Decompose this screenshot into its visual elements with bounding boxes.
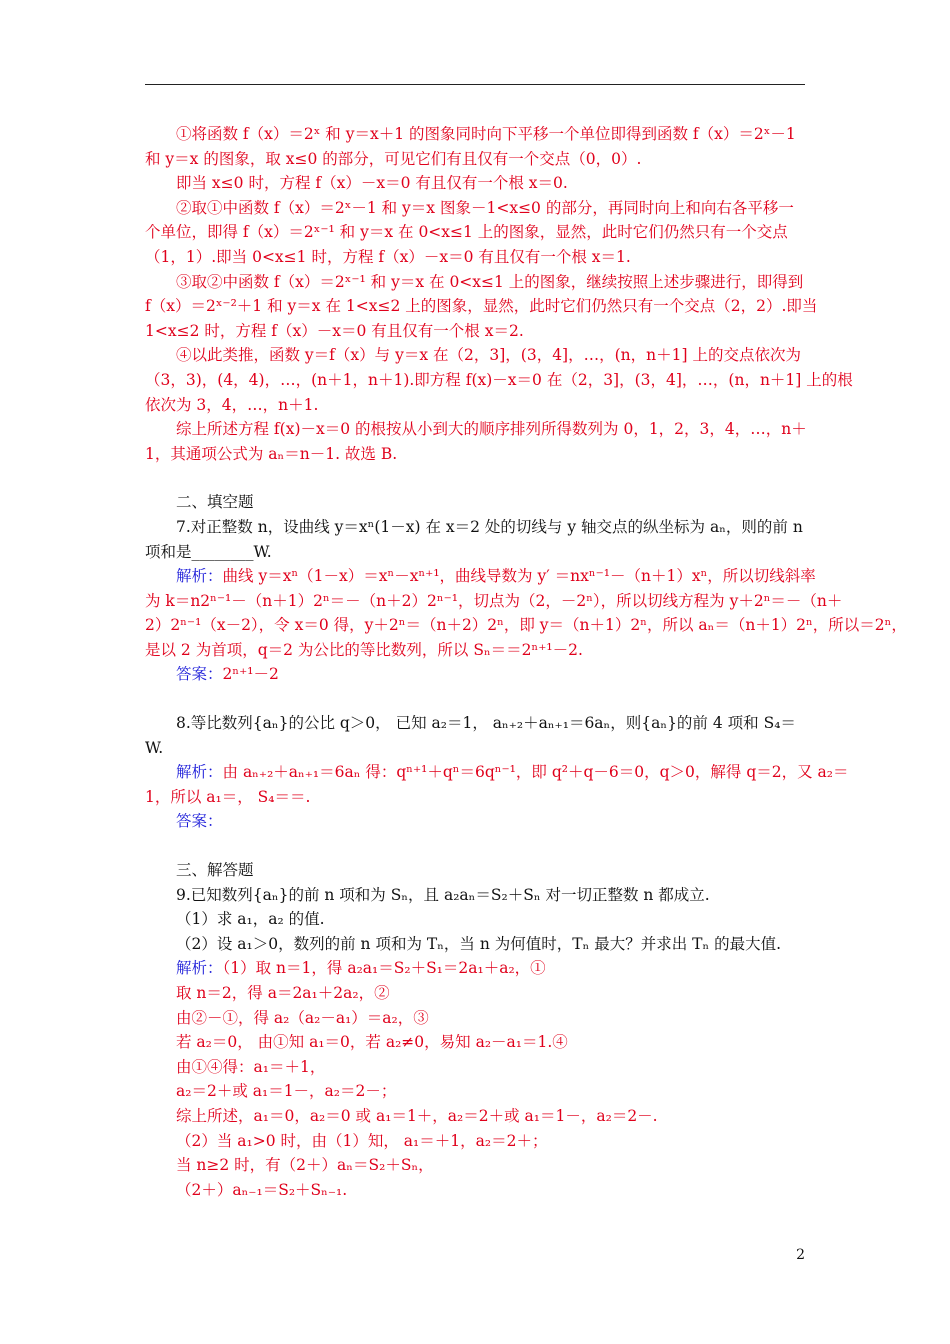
question-line: 项和是________W. [145,542,272,561]
solution-line: a₂＝2＋或 a₁＝1－，a₂＝2－； [176,1082,397,1101]
solution-text: 由 aₙ₊₂＋aₙ₊₁＝6aₙ 得：qⁿ⁺¹＋qⁿ＝6qⁿ⁻¹，即 q²＋q－6＝0，q＞0，解得 q＝2，又 a₂＝ [222,763,849,782]
solution-line: 1，其通项公式为 aₙ＝n－1. 故选 B. [145,444,398,463]
solution-line [145,564,816,589]
question-line: 9.已知数列{aₙ}的前 n 项和为 Sₙ，且 a₂aₙ＝S₂＋Sₙ 对一切正整数 n 都成立. [176,885,710,904]
question-line: W. [145,738,164,757]
answer-line [145,809,807,834]
solution-line: 若 a₂＝0， 由①知 a₁＝0，若 a₂≠0，易知 a₂－a₁＝1.④ [176,1033,568,1052]
solution-line: （3，3)，(4，4)，…，(n＋1，n＋1).即方程 f(x)－x＝0 在（2，3]，(3，4]，…，(n，n＋1] 上的根 [145,370,853,389]
solution-line [145,760,849,785]
part1-solution-block [145,122,853,466]
spacer [145,466,807,490]
solution-line: ①将函数 f（x）＝2ˣ 和 y＝x＋1 的图象同时向下平移一个单位即得到函数 f（x）＝2ˣ－1 [176,125,796,143]
solution-line: 是以 2 为首项，q＝2 为公比的等比数列，所以 Sₙ＝＝2ⁿ⁺¹－2. [145,640,583,659]
question-line: 7.对正整数 n，设曲线 y＝xⁿ(1－x) 在 x＝2 处的切线与 y 轴交点的纵坐标为 aₙ，则的前 n [176,517,803,536]
solution-line: ②取①中函数 f（x）＝2ˣ－1 和 y＝x 图象－1<x≤0 的部分，再同时向上和向右各平移一 [176,198,794,217]
solution-line: 综上所述，a₁＝0，a₂＝0 或 a₁＝1＋，a₂＝2＋或 a₁＝1－，a₂＝2－. [176,1106,658,1125]
answer-label: 答案： [176,812,223,831]
question-8 [145,711,849,834]
answer-text: 2ⁿ⁺¹－2 [222,665,279,684]
solution-line: 由②－①，得 a₂（a₂－a₁）＝a₂，③ [176,1008,429,1027]
page-number: 2 [796,1247,805,1263]
solution-line: 和 y＝x 的图象，取 x≤0 的部分，可见它们有且仅有一个交点（0，0）. [145,149,642,168]
question-line: （2）设 a₁＞0，数列的前 n 项和为 Tₙ，当 n 为何值时，Tₙ 最大？并求出 Tₙ 的最大值. [176,934,782,953]
solution-line [145,956,807,981]
solution-label: 解析： [176,763,223,782]
spacer [145,687,807,711]
answer-line [145,662,807,687]
solution-line: （2＋）aₙ₋₁＝S₂＋Sₙ₋₁. [176,1180,348,1199]
solution-line: 个单位，即得 f（x）＝2ˣ⁻¹ 和 y＝x 在 0<x≤1 上的图象，显然，此时它们仍然只有一个交点 [145,223,788,242]
solution-line: ④以此类推，函数 y＝f（x）与 y＝x 在（2，3]，(3，4]，…，(n，n＋1] 上的交点依次为 [176,346,801,365]
solution-line: 1<x≤2 时，方程 f（x）－x＝0 有且仅有一个根 x＝2. [145,321,524,340]
question-7 [145,515,907,687]
solution-line: 由①④得：a₁＝＋1， [176,1057,326,1076]
solution-line: f（x）＝2ˣ⁻²＋1 和 y＝x 在 1<x≤2 上的图象，显然，此时它们仍然只有一个交点（2，2）.即当 [145,297,818,316]
solution-line: 依次为 3，4，…，n＋1. [145,395,319,414]
solution-line: ③取②中函数 f（x）＝2ˣ⁻¹ 和 y＝x 在 0<x≤1 上的图象，继续按照上述步骤进行，即得到 [176,272,804,291]
solution-line: 当 n≥2 时，有（2＋）aₙ＝S₂＋Sₙ， [176,1156,434,1175]
question-line: （1）求 a₁，a₂ 的值. [176,910,325,929]
solution-line: 2）2ⁿ⁻¹（x－2），令 x＝0 得，y＋2ⁿ＝（n＋2）2ⁿ，即 y＝（n＋1）2ⁿ，所以 aₙ＝（n＋1）2ⁿ，所以＝2ⁿ， [145,616,907,635]
solution-label: 解析： [176,567,223,586]
solution-text: （1）取 n＝1，得 a₂a₁＝S₂＋S₁＝2a₁＋a₂，① [222,959,546,978]
solution-line: （1，1）.即当 0<x≤1 时，方程 f（x）－x＝0 有且仅有一个根 x＝1. [145,247,631,266]
solution-label: 解析： [176,959,223,978]
header-rule [145,84,805,85]
answer-label: 答案： [176,665,223,684]
solution-line: 取 n＝2，得 a＝2a₁＋2a₂，② [176,984,390,1002]
solution-line: 为 k＝n2ⁿ⁻¹－（n＋1）2ⁿ＝－（n＋2）2ⁿ⁻¹，切点为（2，－2ⁿ），所以切线方程为 y＋2ⁿ＝－（n＋ [145,591,843,610]
page-content [145,122,907,1202]
solution-line: 综上所述方程 f(x)－x＝0 的根按从小到大的顺序排列所得数列为 0，1，2，3，4，…，n＋ [176,420,807,439]
solution-text: 曲线 y＝xⁿ（1－x）＝xⁿ－xⁿ⁺¹，曲线导数为 y′ ＝nxⁿ⁻¹－（n＋1）xⁿ，所以切线斜率 [222,567,816,586]
solution-line: 1，所以 a₁＝， S₄＝＝. [145,787,311,806]
question-line: 8.等比数列{aₙ}的公比 q＞0， 已知 a₂＝1， aₙ₊₂＋aₙ₊₁＝6aₙ，则{aₙ}的前 4 项和 S₄＝ [176,714,796,733]
solution-line: 即当 x≤0 时，方程 f（x）－x＝0 有且仅有一个根 x＝0. [176,174,568,193]
section-heading-fill-in: 二、填空题 [176,493,254,512]
solution-line: （2）当 a₁>0 时，由（1）知， a₁＝＋1，a₂＝2＋； [176,1131,548,1150]
question-9 [145,883,807,1203]
section-heading-solve: 三、解答题 [176,861,254,880]
spacer [145,834,807,858]
